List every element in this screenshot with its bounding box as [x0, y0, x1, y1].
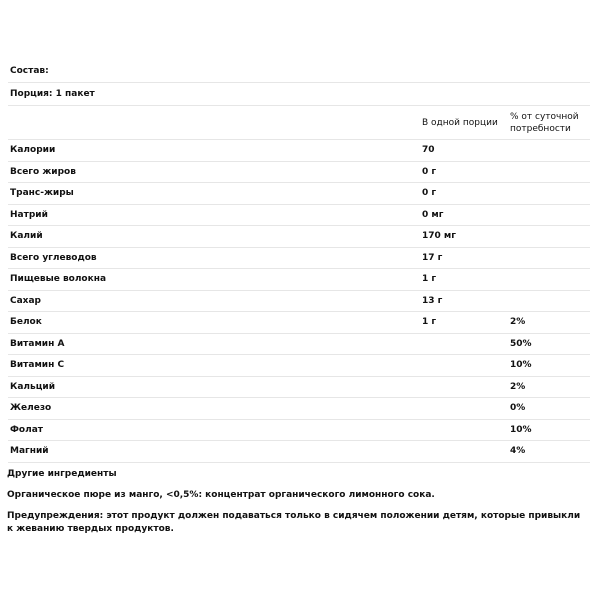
table-row	[8, 248, 590, 270]
nutrient-name: Всего жиров	[10, 166, 76, 177]
nutrient-name: Всего углеводов	[10, 252, 97, 263]
table-row	[8, 355, 590, 377]
nutrient-daily-value: 4%	[510, 446, 526, 457]
table-row	[8, 205, 590, 227]
header-per-serving: В одной порции	[422, 117, 498, 128]
table-row	[8, 269, 590, 291]
table-row	[8, 312, 590, 334]
nutrient-name: Натрий	[10, 209, 48, 220]
serving-label: Порция: 1 пакет	[10, 89, 95, 99]
composition-row	[8, 60, 590, 83]
nutrient-amount: 1 г	[422, 317, 437, 328]
nutrient-name: Фолат	[10, 424, 43, 435]
table-row	[8, 183, 590, 205]
serving-row	[8, 83, 590, 106]
table-row	[8, 140, 590, 162]
nutrient-daily-value: 2%	[510, 317, 526, 328]
nutrition-table	[8, 60, 590, 463]
nutrient-amount: 13 г	[422, 295, 443, 306]
nutrient-name: Кальций	[10, 381, 55, 392]
composition-label: Состав:	[10, 66, 49, 76]
nutrient-amount: 0 г	[422, 188, 437, 199]
nutrient-name: Калий	[10, 231, 43, 242]
table-row	[8, 334, 590, 356]
table-row	[8, 377, 590, 399]
nutrient-name: Транс-жиры	[10, 188, 74, 199]
nutrient-name: Витамин C	[10, 360, 65, 371]
nutrient-amount: 70	[422, 145, 435, 156]
nutrient-name: Пищевые волокна	[10, 274, 107, 285]
notes-section	[7, 468, 587, 536]
nutrient-amount: 0 г	[422, 166, 437, 177]
nutrient-rows	[8, 140, 590, 463]
other-ingredients-text: Органическое пюре из манго, <0,5%: концентрат органического лимонного сока.	[7, 490, 435, 500]
nutrient-amount: 17 г	[422, 252, 443, 263]
nutrient-daily-value: 10%	[510, 360, 532, 371]
nutrient-daily-value: 50%	[510, 338, 532, 349]
nutrient-name: Белок	[10, 317, 42, 328]
nutrient-name: Магний	[10, 446, 49, 457]
table-row	[8, 420, 590, 442]
warning-text: Предупреждения: этот продукт должен подаваться только в сидячем положении детям, которые привыкли к жеванию твердых продуктов.	[7, 511, 581, 534]
nutrient-name: Витамин A	[10, 338, 65, 349]
nutrient-amount: 0 мг	[422, 209, 444, 220]
other-ingredients-title: Другие ингредиенты	[7, 469, 117, 479]
nutrient-daily-value: 0%	[510, 403, 526, 414]
nutrient-name: Железо	[10, 403, 52, 414]
header-daily-value: % от суточной потребности	[510, 111, 579, 134]
table-row	[8, 398, 590, 420]
table-header	[8, 106, 590, 140]
nutrient-amount: 170 мг	[422, 231, 456, 242]
table-row	[8, 162, 590, 184]
table-row	[8, 441, 590, 463]
nutrient-amount: 1 г	[422, 274, 437, 285]
table-row	[8, 291, 590, 313]
nutrient-daily-value: 2%	[510, 381, 526, 392]
table-row	[8, 226, 590, 248]
nutrient-name: Калории	[10, 145, 56, 156]
nutrient-name: Сахар	[10, 295, 41, 306]
nutrient-daily-value: 10%	[510, 424, 532, 435]
